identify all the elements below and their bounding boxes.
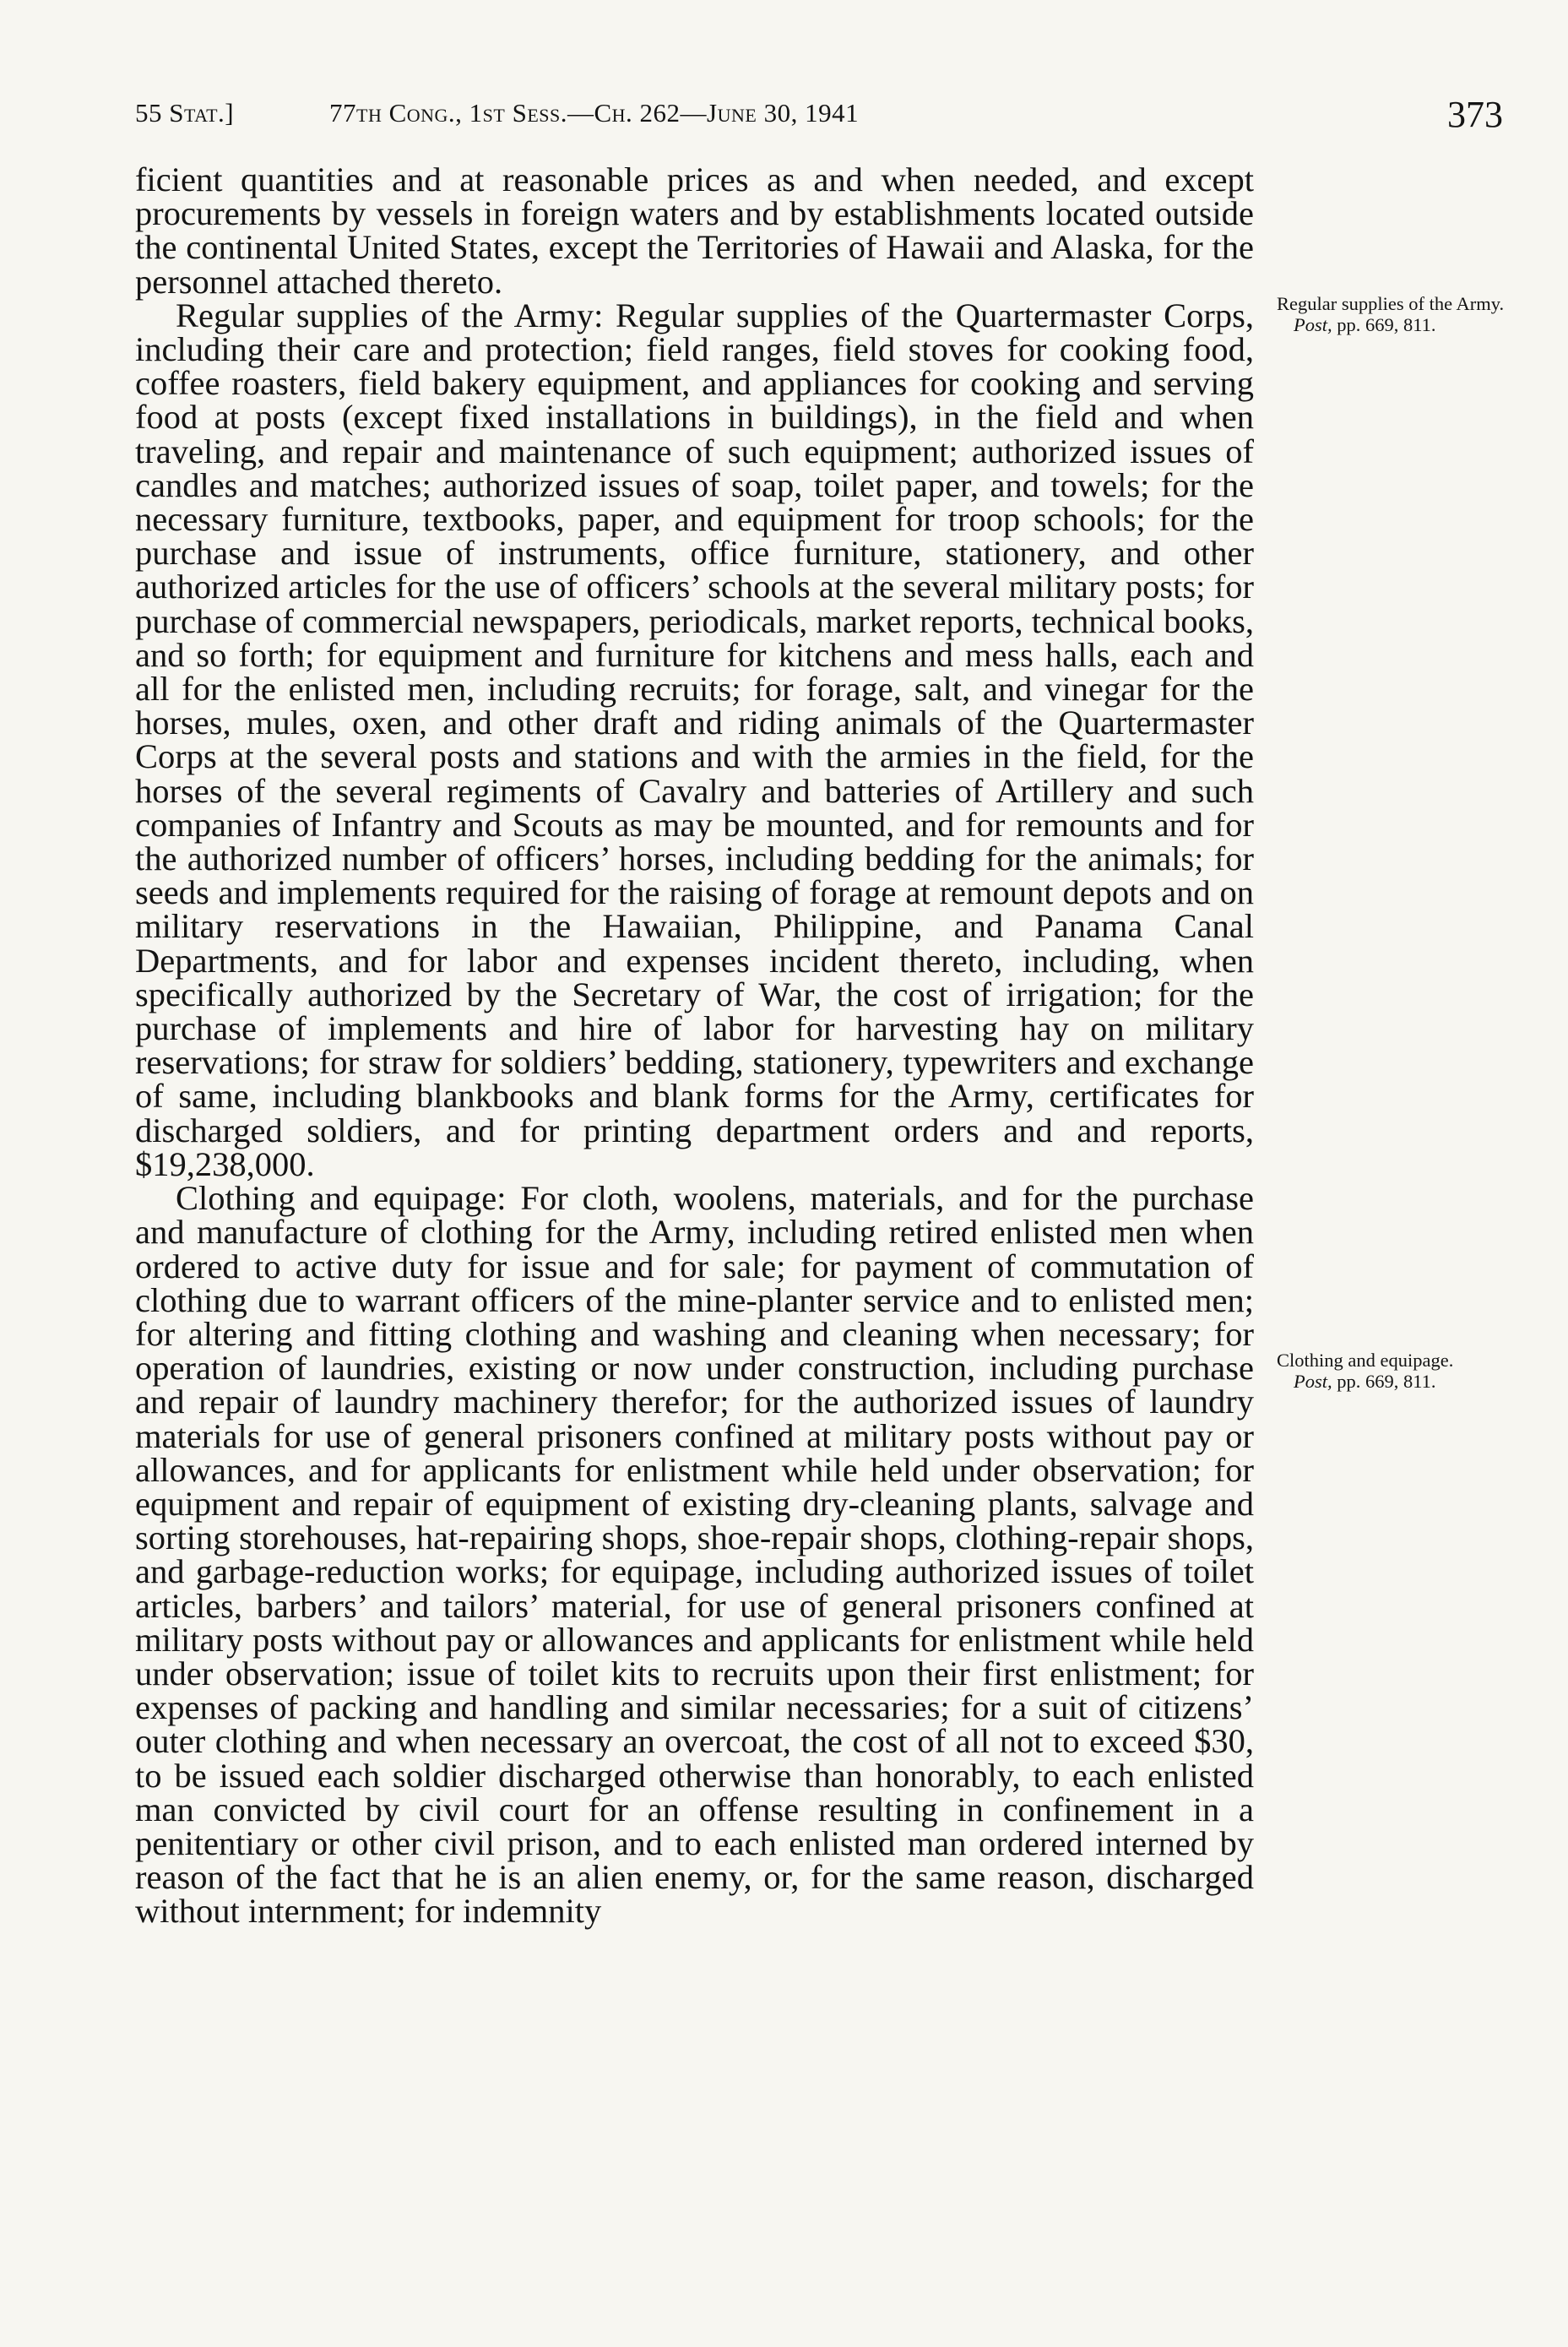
margin-note-reference — [1277, 1371, 1522, 1392]
margin-note-post: Post, — [1294, 314, 1332, 335]
margin-note-pages: pp. 669, 811. — [1332, 314, 1436, 335]
margin-note-clothing — [1277, 1350, 1522, 1392]
running-header — [135, 93, 1503, 152]
paragraph-clothing-equipage: Clothing and equipage: For cloth, woolens, materials, and for the purchase and manufacture of clothing for the Army, including retired enlisted men when ordered to active duty for issue and for sale; for payment of commutation of clothing due to warrant officers of the mine-planter service and to enlisted men; for altering and fitting clothing and washing and cleaning when necessary; for operation of laundries, existing or now under construction, including purchase and repair of laundry machinery therefor; for the authorized issues of laundry materials for use of general prisoners confined at military posts without pay or allowances, and for applicants for enlistment while held under observation; for equipment and repair of equipment of existing dry-cleaning plants, salvage and sorting storehouses, hat-repairing shops, shoe-repair shops, clothing-repair shops, and garbage-reduction works; for equipage, including authorized issues of toilet articles, barbers’ and tailors’ material, for use of general prisoners confined at military posts without pay or allowances and applicants for enlistment while held under observation; issue of toilet kits to recruits upon their first enlistment; for expenses of packing and handling and similar necessaries; for a suit of citizens’ outer clothing and when necessary an overcoat, the cost of all not to exceed $30, to be issued each soldier discharged otherwise than honorably, to each enlisted man convicted by civil court for an offense resulting in confinement in a penitentiary or other civil prison, and to each enlisted man ordered interned by reason of the fact that he is an alien enemy, or, for the same reason, discharged without internment; for indemnity — [135, 1179, 1254, 1931]
margin-note-title: Clothing and equipage. — [1277, 1350, 1454, 1371]
margin-note-title: Regular supplies of the Army. — [1277, 293, 1505, 314]
margin-note-reference — [1277, 314, 1522, 335]
session-chapter-date: 77th Cong., 1st Sess.—Ch. 262—June 30, 1941 — [329, 98, 860, 128]
statute-body — [135, 160, 1254, 1931]
margin-note-pages: pp. 669, 811. — [1332, 1371, 1436, 1392]
paragraph-continuation: ficient quantities and at reasonable prices as and when needed, and except procurements by vessels in foreign waters and by establishments located outside the continental United States, except the Territories of Hawaii and Alaska, for the personnel attached thereto. — [135, 160, 1254, 301]
margin-note-regular-supplies — [1277, 293, 1522, 335]
volume-citation: 55 Stat.] — [135, 98, 235, 128]
page-number: 373 — [1447, 94, 1503, 135]
margin-note-post: Post, — [1294, 1371, 1332, 1392]
paragraph-regular-supplies: Regular supplies of the Army: Regular supplies of the Quartermaster Corps, including their care and protection; field ranges, field stoves for cooking food, coffee roasters, field bakery equipment, and appliances for cooking and serving food at posts (except fixed installations in buildings), in the field and when traveling, and repair and maintenance of such equipment; authorized issues of candles and matches; authorized issues of soap, toilet paper, and towels; for the necessary furniture, textbooks, paper, and equipment for troop schools; for the purchase and issue of instruments, office furniture, stationery, and other authorized articles for the use of officers’ schools at the several military posts; for purchase of commercial newspapers, periodicals, market reports, technical books, and so forth; for equipment and furniture for kitchens and mess halls, each and all for the enlisted men, including recruits; for forage, salt, and vinegar for the horses, mules, oxen, and other draft and riding animals of the Quartermaster Corps at the several posts and stations and with the armies in the field, for the horses of the several regiments of Cavalry and batteries of Artillery and such companies of Infantry and Scouts as may be mounted, and for remounts and for the authorized number of officers’ horses, including bedding for the animals; for seeds and implements required for the raising of forage at remount depots and on military reservations in the Hawaiian, Philippine, and Panama Canal Departments, and for labor and expenses incident thereto, including, when specifically authorized by the Secretary of War, the cost of irrigation; for the purchase of implements and hire of labor for harvesting hay on military reservations; for straw for soldiers’ bedding, stationery, typewriters and exchange of same, including blankbooks and blank forms for the Army, certificates for discharged soldiers, and for printing department orders and and reports, $19,238,000. — [135, 296, 1254, 1183]
